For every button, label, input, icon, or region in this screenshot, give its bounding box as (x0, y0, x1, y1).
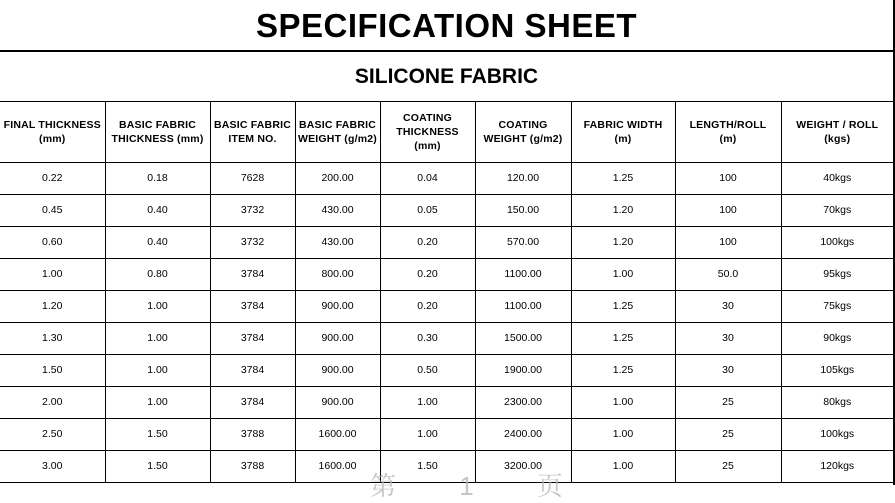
cell-coating-weight: 2300.00 (475, 387, 571, 419)
column-header-coating-thickness: COATING THICKNESS (mm) (380, 102, 475, 163)
cell-weight-per-roll: 120kgs (781, 451, 893, 483)
cell-basic-fabric-item-no: 3788 (210, 419, 295, 451)
cell-basic-fabric-weight: 900.00 (295, 323, 380, 355)
cell-coating-weight: 2400.00 (475, 419, 571, 451)
cell-basic-fabric-weight: 900.00 (295, 387, 380, 419)
page-watermark: 第 1 页 (370, 471, 591, 501)
cell-coating-thickness: 0.20 (380, 259, 475, 291)
cell-coating-thickness: 0.20 (380, 227, 475, 259)
cell-final-thickness: 2.00 (0, 387, 105, 419)
cell-final-thickness: 0.45 (0, 195, 105, 227)
spec-table (0, 102, 893, 483)
cell-length-per-roll: 100 (675, 163, 781, 195)
cell-coating-weight: 1100.00 (475, 291, 571, 323)
cell-coating-weight: 1500.00 (475, 323, 571, 355)
cell-basic-fabric-item-no: 3784 (210, 387, 295, 419)
cell-final-thickness: 2.50 (0, 419, 105, 451)
cell-length-per-roll: 50.0 (675, 259, 781, 291)
cell-basic-fabric-weight: 200.00 (295, 163, 380, 195)
cell-fabric-width: 1.00 (571, 451, 675, 483)
cell-length-per-roll: 100 (675, 195, 781, 227)
cell-weight-per-roll: 100kgs (781, 419, 893, 451)
cell-length-per-roll: 30 (675, 355, 781, 387)
cell-length-per-roll: 30 (675, 291, 781, 323)
cell-basic-fabric-thickness: 1.00 (105, 323, 210, 355)
cell-length-per-roll: 25 (675, 419, 781, 451)
cell-weight-per-roll: 100kgs (781, 227, 893, 259)
cell-basic-fabric-thickness: 1.50 (105, 451, 210, 483)
table-row (0, 227, 893, 259)
cell-final-thickness: 0.60 (0, 227, 105, 259)
table-row (0, 419, 893, 451)
cell-basic-fabric-weight: 430.00 (295, 227, 380, 259)
cell-coating-weight: 1100.00 (475, 259, 571, 291)
cell-basic-fabric-item-no: 3732 (210, 195, 295, 227)
cell-coating-weight: 1900.00 (475, 355, 571, 387)
cell-fabric-width: 1.25 (571, 323, 675, 355)
column-header-length-per-roll: LENGTH/ROLL (m) (675, 102, 781, 163)
cell-basic-fabric-item-no: 3732 (210, 227, 295, 259)
cell-basic-fabric-item-no: 3784 (210, 291, 295, 323)
cell-weight-per-roll: 95kgs (781, 259, 893, 291)
cell-coating-thickness: 0.05 (380, 195, 475, 227)
cell-final-thickness: 1.50 (0, 355, 105, 387)
spec-table-body (0, 163, 893, 483)
cell-fabric-width: 1.00 (571, 387, 675, 419)
cell-coating-weight: 570.00 (475, 227, 571, 259)
column-header-coating-weight: COATING WEIGHT (g/m2) (475, 102, 571, 163)
cell-final-thickness: 0.22 (0, 163, 105, 195)
cell-basic-fabric-weight: 1600.00 (295, 419, 380, 451)
cell-length-per-roll: 25 (675, 387, 781, 419)
cell-coating-thickness: 0.30 (380, 323, 475, 355)
cell-final-thickness: 1.30 (0, 323, 105, 355)
cell-basic-fabric-weight: 430.00 (295, 195, 380, 227)
cell-fabric-width: 1.20 (571, 227, 675, 259)
cell-length-per-roll: 100 (675, 227, 781, 259)
cell-basic-fabric-thickness: 1.50 (105, 419, 210, 451)
cell-coating-weight: 120.00 (475, 163, 571, 195)
cell-coating-weight: 3200.00 (475, 451, 571, 483)
cell-basic-fabric-thickness: 1.00 (105, 291, 210, 323)
cell-weight-per-roll: 105kgs (781, 355, 893, 387)
cell-fabric-width: 1.25 (571, 355, 675, 387)
cell-basic-fabric-item-no: 3788 (210, 451, 295, 483)
table-row (0, 323, 893, 355)
cell-fabric-width: 1.20 (571, 195, 675, 227)
column-header-basic-fabric-weight: BASIC FABRIC WEIGHT (g/m2) (295, 102, 380, 163)
cell-coating-thickness: 1.00 (380, 387, 475, 419)
cell-coating-thickness: 1.00 (380, 419, 475, 451)
table-row (0, 355, 893, 387)
cell-basic-fabric-weight: 900.00 (295, 355, 380, 387)
cell-weight-per-roll: 90kgs (781, 323, 893, 355)
cell-length-per-roll: 30 (675, 323, 781, 355)
table-row (0, 387, 893, 419)
cell-basic-fabric-thickness: 1.00 (105, 387, 210, 419)
cell-final-thickness: 1.00 (0, 259, 105, 291)
cell-fabric-width: 1.00 (571, 419, 675, 451)
column-header-final-thickness: FINAL THICKNESS (mm) (0, 102, 105, 163)
header-row (0, 102, 893, 163)
cell-basic-fabric-item-no: 7628 (210, 163, 295, 195)
cell-weight-per-roll: 80kgs (781, 387, 893, 419)
cell-coating-thickness: 0.20 (380, 291, 475, 323)
sheet-subtitle: SILICONE FABRIC (0, 52, 893, 102)
cell-basic-fabric-weight: 800.00 (295, 259, 380, 291)
cell-coating-thickness: 0.50 (380, 355, 475, 387)
cell-coating-weight: 150.00 (475, 195, 571, 227)
cell-basic-fabric-weight: 1600.00 (295, 451, 380, 483)
cell-final-thickness: 3.00 (0, 451, 105, 483)
column-header-fabric-width: FABRIC WIDTH (m) (571, 102, 675, 163)
column-header-basic-fabric-thickness: BASIC FABRIC THICKNESS (mm) (105, 102, 210, 163)
cell-basic-fabric-thickness: 0.80 (105, 259, 210, 291)
cell-basic-fabric-thickness: 0.40 (105, 227, 210, 259)
cell-fabric-width: 1.00 (571, 259, 675, 291)
cell-weight-per-roll: 75kgs (781, 291, 893, 323)
cell-basic-fabric-item-no: 3784 (210, 259, 295, 291)
cell-basic-fabric-item-no: 3784 (210, 355, 295, 387)
table-row (0, 195, 893, 227)
cell-fabric-width: 1.25 (571, 163, 675, 195)
table-row (0, 291, 893, 323)
table-row (0, 163, 893, 195)
column-header-weight-per-roll: WEIGHT / ROLL (kgs) (781, 102, 893, 163)
cell-basic-fabric-thickness: 0.40 (105, 195, 210, 227)
cell-basic-fabric-weight: 900.00 (295, 291, 380, 323)
cell-coating-thickness: 1.50 (380, 451, 475, 483)
cell-length-per-roll: 25 (675, 451, 781, 483)
sheet-title: SPECIFICATION SHEET (0, 0, 893, 52)
cell-basic-fabric-item-no: 3784 (210, 323, 295, 355)
cell-basic-fabric-thickness: 1.00 (105, 355, 210, 387)
cell-final-thickness: 1.20 (0, 291, 105, 323)
table-row (0, 259, 893, 291)
cell-coating-thickness: 0.04 (380, 163, 475, 195)
cell-basic-fabric-thickness: 0.18 (105, 163, 210, 195)
column-header-basic-fabric-item-no: BASIC FABRIC ITEM NO. (210, 102, 295, 163)
cell-weight-per-roll: 70kgs (781, 195, 893, 227)
cell-fabric-width: 1.25 (571, 291, 675, 323)
cell-weight-per-roll: 40kgs (781, 163, 893, 195)
